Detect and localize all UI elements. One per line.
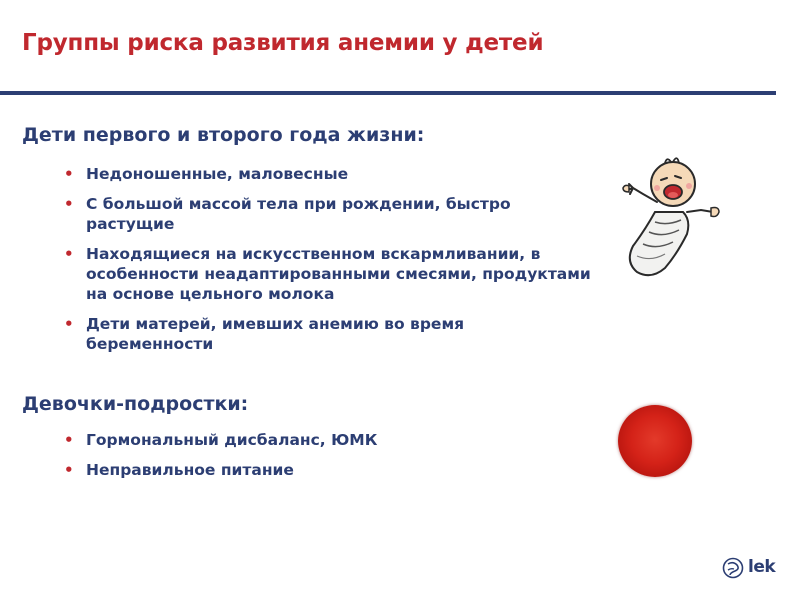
list-item-text: Находящиеся на искусственном вскармливании, в особенности неадаптированными смесями, продуктами на основе цельного молока — [86, 245, 591, 303]
bullet-icon: • — [64, 315, 74, 333]
lek-logo-icon — [722, 557, 744, 579]
list-item-text: Недоношенные, маловесные — [86, 165, 349, 183]
logo-text: lek — [748, 557, 776, 577]
list-item-text: Дети матерей, имевших анемию во время беременности — [86, 315, 465, 353]
list-item-text: Неправильное питание — [86, 461, 294, 479]
teen-risk-list — [64, 430, 594, 490]
list-item — [64, 314, 594, 354]
list-item-text: С большой массой тела при рождении, быстро растущие — [86, 195, 511, 233]
list-item-text: Гормональный дисбаланс, ЮМК — [86, 431, 378, 449]
list-item — [64, 164, 594, 184]
infant-risk-list — [64, 164, 594, 364]
list-item — [64, 460, 594, 480]
list-item — [64, 244, 594, 304]
slide-title: Группы риска развития анемии у детей — [22, 30, 544, 56]
list-item — [64, 194, 594, 234]
section-heading-teen-girls: Девочки-подростки: — [22, 393, 249, 415]
crying-baby-icon — [615, 150, 725, 280]
list-item — [64, 430, 594, 450]
bullet-icon: • — [64, 165, 74, 183]
lek-logo — [722, 557, 782, 581]
bullet-icon: • — [64, 245, 74, 263]
red-blood-cell-icon — [618, 405, 692, 477]
bullet-icon: • — [64, 195, 74, 213]
section-heading-infants: Дети первого и второго года жизни: — [22, 124, 425, 146]
title-divider — [0, 91, 776, 95]
bullet-icon: • — [64, 461, 74, 479]
bullet-icon: • — [64, 431, 74, 449]
